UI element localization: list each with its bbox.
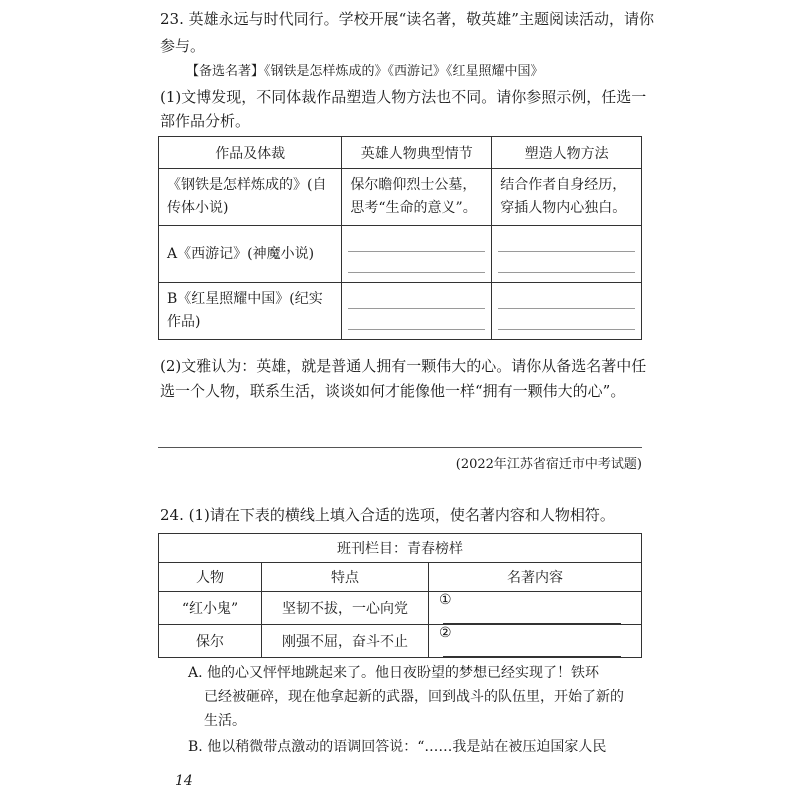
q23-source: (2022年江苏省宿迁市中考试题) (455, 457, 642, 472)
answer-line (498, 258, 635, 273)
table-header-row (159, 563, 642, 592)
table-row (159, 592, 642, 625)
answer-line (348, 294, 485, 309)
table-header: 人物 (159, 563, 262, 592)
table-header: 作品及体裁 (159, 137, 342, 169)
option-a-line1: A. 他的心又怦怦地跳起来了。他日夜盼望的梦想已经实现了！铁环 (188, 665, 600, 681)
row-a-work-cell: A《西游记》(神魔小说) (159, 226, 342, 283)
answer-line (498, 315, 635, 330)
person-cell: 保尔 (159, 625, 262, 658)
trait-cell: 坚韧不拔，一心向党 (262, 592, 429, 625)
example-plot-cell: 保尔瞻仰烈士公墓，思考“生命的意义”。 (342, 169, 492, 226)
person-cell: “红小鬼” (159, 592, 262, 625)
q23-stem-line1: 23. 英雄永远与时代同行。学校开展“读名著，敬英雄”主题阅读活动，请你 (160, 10, 654, 28)
answer-marker: ① (439, 592, 452, 608)
option-a-line3: 生活。 (204, 713, 246, 729)
answer-line (348, 315, 485, 330)
option-a-line2: 已经被砸碎，现在他拿起新的武器，回到战斗的队伍里，开始了新的 (204, 689, 624, 705)
answer-blank[interactable] (443, 642, 621, 657)
table-header: 特点 (262, 563, 429, 592)
row-b-plot-answer[interactable] (342, 283, 492, 340)
table-row-a (159, 226, 642, 283)
row-b-work-cell: B《红星照耀中国》(纪实作品) (159, 283, 342, 340)
content-answer-cell[interactable] (429, 625, 642, 658)
table-header-row (159, 137, 642, 169)
example-method-cell: 结合作者自身经历，穿插人物内心独白。 (492, 169, 642, 226)
table-title-row (159, 534, 642, 563)
q23-book-list: 【备选名著】《钢铁是怎样炼成的》《西游记》《红星照耀中国》 (186, 64, 544, 79)
q23-part2-line1: (2)文雅认为：英雄，就是普通人拥有一颗伟大的心。请你从备选名著中任 (160, 357, 647, 375)
table-header: 英雄人物典型情节 (342, 137, 492, 169)
page-number: 14 (175, 773, 193, 789)
row-a-plot-answer[interactable] (342, 226, 492, 283)
answer-marker: ② (439, 625, 452, 641)
answer-blank[interactable] (443, 609, 621, 624)
row-a-method-answer[interactable] (492, 226, 642, 283)
q23-analysis-table (158, 136, 642, 340)
table-row-b (159, 283, 642, 340)
q24-stem: 24. (1)请在下表的横线上填入合适的选项，使名著内容和人物相符。 (160, 506, 615, 524)
table-title: 班刊栏目：青春榜样 (159, 534, 642, 563)
q24-fill-table (158, 533, 642, 658)
content-answer-cell[interactable] (429, 592, 642, 625)
table-header: 塑造人物方法 (492, 137, 642, 169)
table-row-example (159, 169, 642, 226)
trait-cell: 刚强不屈，奋斗不止 (262, 625, 429, 658)
option-b-line1: B. 他以稍微带点激动的语调回答说：“……我是站在被压迫国家人民 (188, 739, 607, 755)
answer-line (348, 237, 485, 252)
q23-part1-line2: 部作品分析。 (160, 112, 251, 130)
answer-line (498, 294, 635, 309)
table-header: 名著内容 (429, 563, 642, 592)
example-work-cell: 《钢铁是怎样炼成的》(自传体小说) (159, 169, 342, 226)
q23-part2-line2: 选一个人物，联系生活，谈谈如何才能像他一样“拥有一颗伟大的心”。 (160, 382, 626, 400)
q23-part2-answer-line[interactable] (158, 447, 642, 448)
row-b-method-answer[interactable] (492, 283, 642, 340)
table-row (159, 625, 642, 658)
answer-line (348, 258, 485, 273)
q23-stem-line2: 参与。 (160, 37, 206, 55)
answer-line (498, 237, 635, 252)
q23-part1-line1: (1)文博发现，不同体裁作品塑造人物方法也不同。请你参照示例，任选一 (160, 88, 647, 106)
